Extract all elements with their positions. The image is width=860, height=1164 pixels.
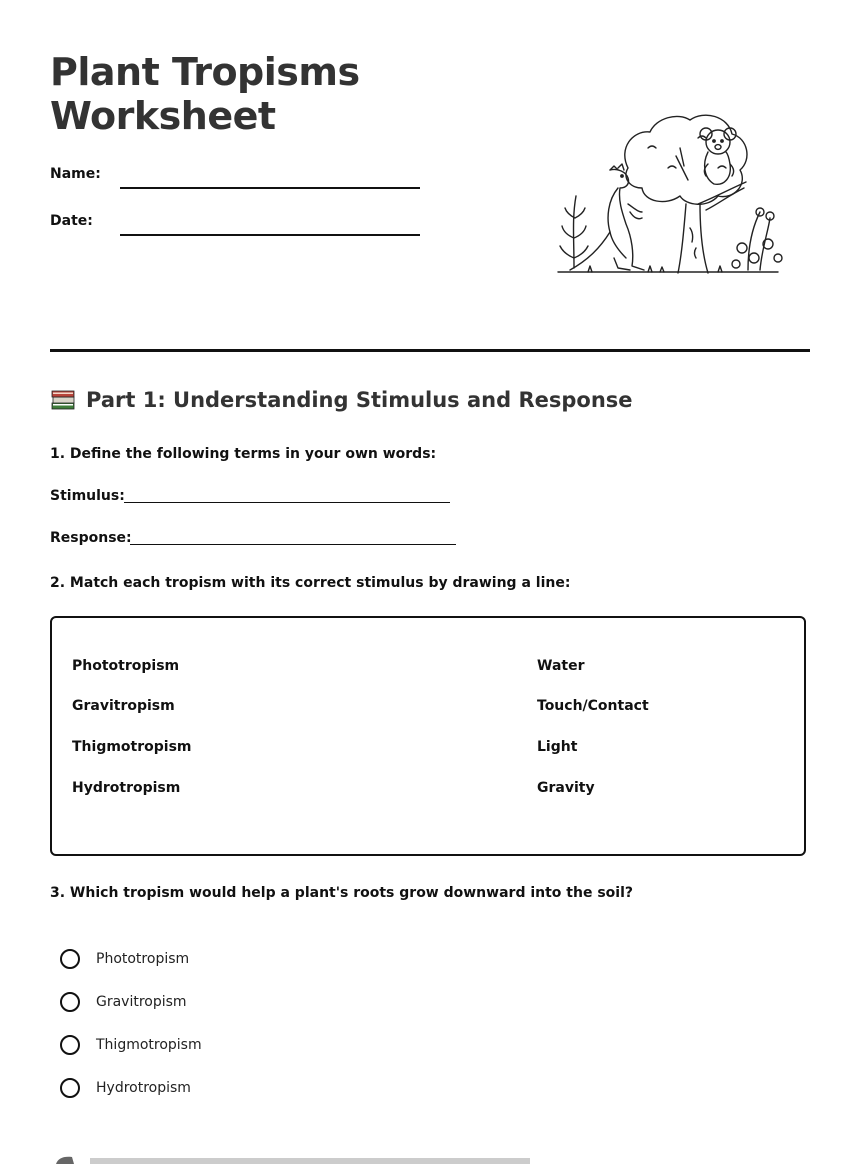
option-radio[interactable] [60,1078,80,1098]
option-radio[interactable] [60,949,80,969]
matching-box [50,616,806,856]
books-icon [50,388,76,412]
stimulus-label: Stimulus: [50,488,125,504]
stimulus-item[interactable]: Touch/Contact [537,698,649,714]
option-label: Gravitropism [96,994,187,1010]
stimulus-item[interactable]: Water [537,658,585,674]
worksheet-title [50,50,360,138]
part1-heading-text: Part 1: Understanding Stimulus and Response [86,388,633,412]
stimulus-item[interactable]: Light [537,739,578,755]
question-3: 3. Which tropism would help a plant's roots grow downward into the soil? [50,885,633,901]
question-1: 1. Define the following terms in your own words: [50,446,437,462]
tropism-item[interactable]: Phototropism [72,658,180,674]
stimulus-answer-line[interactable] [124,502,450,503]
kangaroo-koala-tree-illustration [548,108,788,280]
tropism-item[interactable]: Gravitropism [72,698,175,714]
option-row[interactable] [60,1078,191,1098]
name-label: Name: [50,166,101,182]
option-row[interactable] [60,949,189,969]
option-label: Hydrotropism [96,1080,191,1096]
option-row[interactable] [60,992,187,1012]
option-radio[interactable] [60,1035,80,1055]
tropism-item[interactable]: Thigmotropism [72,739,192,755]
option-label: Phototropism [96,951,190,967]
stimulus-item[interactable]: Gravity [537,780,595,796]
question-2: 2. Match each tropism with its correct stimulus by drawing a line: [50,575,571,591]
option-radio[interactable] [60,992,80,1012]
option-row[interactable] [60,1035,202,1055]
title-line-2: Worksheet [50,94,276,138]
next-section-heading-clipped [50,1150,550,1164]
response-answer-line[interactable] [130,544,456,545]
date-label: Date: [50,213,93,229]
part1-heading [50,388,633,412]
title-line-1: Plant Tropisms [50,50,360,94]
response-label: Response: [50,530,132,546]
option-label: Thigmotropism [96,1037,202,1053]
tropism-item[interactable]: Hydrotropism [72,780,181,796]
name-field[interactable] [120,187,420,189]
section-divider [50,349,810,352]
date-field[interactable] [120,234,420,236]
